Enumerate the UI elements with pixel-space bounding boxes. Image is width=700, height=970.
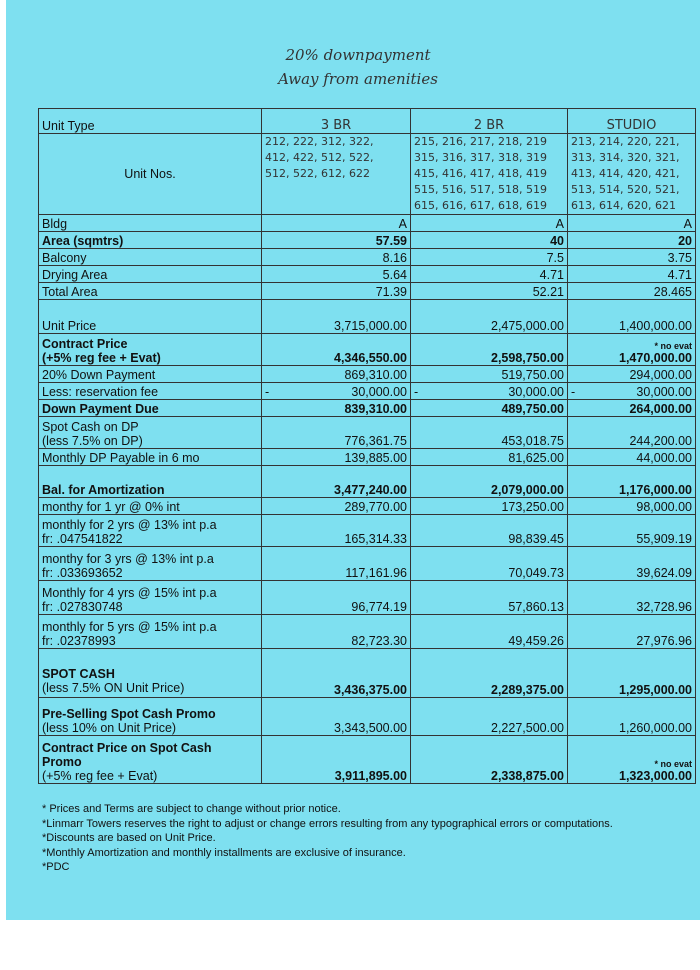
spot-cash-3br: 3,436,375.00 <box>262 649 411 698</box>
table-header-row <box>39 109 696 134</box>
table-row <box>39 232 696 249</box>
table-row <box>39 300 696 334</box>
no-evat-note: * no evat <box>654 759 692 769</box>
monthly-dp-label: Monthly DP Payable in 6 mo <box>39 449 262 466</box>
no-evat-note: * no evat <box>654 341 692 351</box>
reservation-3br-cell <box>262 383 411 400</box>
bal-amort-2br: 2,079,000.00 <box>411 466 568 498</box>
spot-dp-3br: 776,361.75 <box>262 417 411 449</box>
table-row <box>39 249 696 266</box>
area-label: Area (sqmtrs) <box>39 232 262 249</box>
m1-label: monthy for 1 yr @ 0% int <box>39 498 262 515</box>
spot-cash-2br: 2,289,375.00 <box>411 649 568 698</box>
contract-spot-label-line3: (+5% reg fee + Evat) <box>42 769 158 783</box>
unit-nos-line: 213, 214, 220, 221, <box>571 135 680 148</box>
balcony-2br: 7.5 <box>411 249 568 266</box>
contract-price-2br: 2,598,750.00 <box>411 334 568 366</box>
bldg-label: Bldg <box>39 215 262 232</box>
reservation-label: Less: reservation fee <box>39 383 262 400</box>
spot-cash-studio: 1,295,000.00 <box>568 649 696 698</box>
minus-sign: - <box>265 385 270 399</box>
m4-3br: 96,774.19 <box>262 581 411 615</box>
m3-2br: 70,049.73 <box>411 547 568 581</box>
contract-spot-2br: 2,338,875.00 <box>411 736 568 784</box>
unit-nos-2br <box>411 134 568 215</box>
area-2br: 40 <box>411 232 568 249</box>
unit-nos-line: 615, 616, 617, 618, 619 <box>414 199 547 212</box>
spot-cash-label <box>39 649 262 698</box>
presell-label-line1: Pre-Selling Spot Cash Promo <box>42 707 216 721</box>
area-studio: 20 <box>568 232 696 249</box>
unit-nos-line: 512, 522, 612, 622 <box>265 167 370 180</box>
unit-price-2br: 2,475,000.00 <box>411 300 568 334</box>
m2-2br: 98,839.45 <box>411 515 568 547</box>
drying-studio: 4.71 <box>568 266 696 283</box>
monthly-dp-3br: 139,885.00 <box>262 449 411 466</box>
bldg-2br: A <box>411 215 568 232</box>
m1-2br: 173,250.00 <box>411 498 568 515</box>
m5-label-line2: fr: .02378993 <box>42 634 116 648</box>
reservation-2br: 30,000.00 <box>508 385 564 399</box>
unit-nos-row <box>39 134 696 215</box>
total-area-studio: 28.465 <box>568 283 696 300</box>
unit-nos-line: 613, 614, 620, 621 <box>571 199 676 212</box>
m2-3br: 165,314.33 <box>262 515 411 547</box>
heading-line-1: 20% downpayment <box>285 46 431 64</box>
col-header-2br: 2 BR <box>411 109 568 134</box>
col-header-studio: STUDIO <box>568 109 696 134</box>
table-row <box>39 649 696 698</box>
contract-spot-label <box>39 736 262 784</box>
unit-nos-line: 513, 514, 520, 521, <box>571 183 680 196</box>
bal-amort-studio: 1,176,000.00 <box>568 466 696 498</box>
down-payment-label: 20% Down Payment <box>39 366 262 383</box>
m2-studio: 55,909.19 <box>568 515 696 547</box>
unit-price-studio: 1,400,000.00 <box>568 300 696 334</box>
balcony-studio: 3.75 <box>568 249 696 266</box>
m3-label-line2: fr: .033693652 <box>42 566 123 580</box>
contract-spot-label-line2: Promo <box>42 755 82 769</box>
unit-nos-line: 215, 216, 217, 218, 219 <box>414 135 547 148</box>
contract-price-studio-cell <box>568 334 696 366</box>
monthly-dp-2br: 81,625.00 <box>411 449 568 466</box>
contract-spot-studio: 1,323,000.00 <box>619 769 692 783</box>
unit-type-label: Unit Type <box>39 109 262 134</box>
unit-nos-line: 415, 416, 417, 418, 419 <box>414 167 547 180</box>
m3-3br: 117,161.96 <box>262 547 411 581</box>
presell-studio: 1,260,000.00 <box>568 698 696 736</box>
spot-dp-2br: 453,018.75 <box>411 417 568 449</box>
m3-studio: 39,624.09 <box>568 547 696 581</box>
table-row <box>39 215 696 232</box>
m4-label <box>39 581 262 615</box>
unit-nos-line: 313, 314, 320, 321, <box>571 151 680 164</box>
col-header-3br: 3 BR <box>262 109 411 134</box>
dp-due-studio: 264,000.00 <box>568 400 696 417</box>
m2-label-line1: monthly for 2 yrs @ 13% int p.a <box>42 518 217 532</box>
footnote: *Linmarr Towers reserves the right to adjust or change errors resulting from any typographical errors or computations. <box>42 817 613 830</box>
unit-price-label: Unit Price <box>39 300 262 334</box>
reservation-2br-cell <box>411 383 568 400</box>
down-payment-studio: 294,000.00 <box>568 366 696 383</box>
unit-nos-studio <box>568 134 696 215</box>
presell-label-line2: (less 10% on Unit Price) <box>42 721 177 735</box>
drying-2br: 4.71 <box>411 266 568 283</box>
presell-3br: 3,343,500.00 <box>262 698 411 736</box>
footnote: *Monthly Amortization and monthly installments are exclusive of insurance. <box>42 846 406 859</box>
presell-label <box>39 698 262 736</box>
m5-label <box>39 615 262 649</box>
down-payment-3br: 869,310.00 <box>262 366 411 383</box>
contract-spot-label-line1: Contract Price on Spot Cash <box>42 741 212 755</box>
heading-line-2: Away from amenities <box>278 70 438 88</box>
dp-due-2br: 489,750.00 <box>411 400 568 417</box>
m5-label-line1: monthly for 5 yrs @ 15% int p.a <box>42 620 217 634</box>
spot-dp-label-line1: Spot Cash on DP <box>42 420 139 434</box>
balcony-3br: 8.16 <box>262 249 411 266</box>
m4-label-line2: fr: .027830748 <box>42 600 123 614</box>
contract-price-3br: 4,346,550.00 <box>262 334 411 366</box>
drying-label: Drying Area <box>39 266 262 283</box>
reservation-3br: 30,000.00 <box>351 385 407 399</box>
m1-3br: 289,770.00 <box>262 498 411 515</box>
dp-due-label: Down Payment Due <box>39 400 262 417</box>
table-row <box>39 417 696 449</box>
unit-nos-label: Unit Nos. <box>39 134 262 215</box>
footnotes <box>42 802 613 875</box>
reservation-studio-cell <box>568 383 696 400</box>
unit-nos-line: 413, 414, 420, 421, <box>571 167 680 180</box>
area-3br: 57.59 <box>262 232 411 249</box>
presell-2br: 2,227,500.00 <box>411 698 568 736</box>
balcony-label: Balcony <box>39 249 262 266</box>
m2-label <box>39 515 262 547</box>
spot-dp-studio: 244,200.00 <box>568 417 696 449</box>
m3-label <box>39 547 262 581</box>
contract-price-studio: 1,470,000.00 <box>619 351 692 365</box>
table-row <box>39 383 696 400</box>
table-row <box>39 615 696 649</box>
spot-dp-label-line2: (less 7.5% on DP) <box>42 434 143 448</box>
m4-2br: 57,860.13 <box>411 581 568 615</box>
table-row <box>39 466 696 498</box>
table-row <box>39 498 696 515</box>
m3-label-line1: monthy for 3 yrs @ 13% int p.a <box>42 552 214 566</box>
spot-cash-label-line2: (less 7.5% ON Unit Price) <box>42 681 185 695</box>
unit-nos-line: 315, 316, 317, 318, 319 <box>414 151 547 164</box>
contract-price-label-line2: (+5% reg fee + Evat) <box>42 351 161 365</box>
unit-nos-3br <box>262 134 411 215</box>
down-payment-2br: 519,750.00 <box>411 366 568 383</box>
bldg-3br: A <box>262 215 411 232</box>
table-row <box>39 698 696 736</box>
spot-cash-label-line1: SPOT CASH <box>42 667 115 681</box>
minus-sign: - <box>414 385 419 399</box>
table-row <box>39 449 696 466</box>
bal-amort-3br: 3,477,240.00 <box>262 466 411 498</box>
table-row <box>39 283 696 300</box>
m4-label-line1: Monthly for 4 yrs @ 15% int p.a <box>42 586 217 600</box>
m5-3br: 82,723.30 <box>262 615 411 649</box>
table-row <box>39 266 696 283</box>
m1-studio: 98,000.00 <box>568 498 696 515</box>
table-row <box>39 581 696 615</box>
table-row <box>39 515 696 547</box>
unit-nos-line: 212, 222, 312, 322, <box>265 135 374 148</box>
footnote: *PDC <box>42 861 70 874</box>
table-row <box>39 400 696 417</box>
table-row <box>39 547 696 581</box>
bal-amort-label: Bal. for Amortization <box>39 466 262 498</box>
table-row <box>39 366 696 383</box>
m5-2br: 49,459.26 <box>411 615 568 649</box>
unit-nos-line: 515, 516, 517, 518, 519 <box>414 183 547 196</box>
bldg-studio: A <box>568 215 696 232</box>
footnote: *Discounts are based on Unit Price. <box>42 832 216 845</box>
m4-studio: 32,728.96 <box>568 581 696 615</box>
m5-studio: 27,976.96 <box>568 615 696 649</box>
contract-price-label-line1: Contract Price <box>42 337 128 351</box>
unit-price-3br: 3,715,000.00 <box>262 300 411 334</box>
total-area-label: Total Area <box>39 283 262 300</box>
table-row <box>39 334 696 366</box>
spot-dp-label <box>39 417 262 449</box>
reservation-studio: 30,000.00 <box>636 385 692 399</box>
contract-price-label <box>39 334 262 366</box>
contract-spot-3br: 3,911,895.00 <box>262 736 411 784</box>
total-area-3br: 71.39 <box>262 283 411 300</box>
footnote: * Prices and Terms are subject to change without prior notice. <box>42 803 341 815</box>
table-row <box>39 736 696 784</box>
price-table <box>38 108 696 784</box>
m2-label-line2: fr: .047541822 <box>42 532 123 546</box>
unit-nos-line: 412, 422, 512, 522, <box>265 151 374 164</box>
total-area-2br: 52.21 <box>411 283 568 300</box>
contract-spot-studio-cell <box>568 736 696 784</box>
monthly-dp-studio: 44,000.00 <box>568 449 696 466</box>
dp-due-3br: 839,310.00 <box>262 400 411 417</box>
drying-3br: 5.64 <box>262 266 411 283</box>
minus-sign: - <box>571 385 576 399</box>
